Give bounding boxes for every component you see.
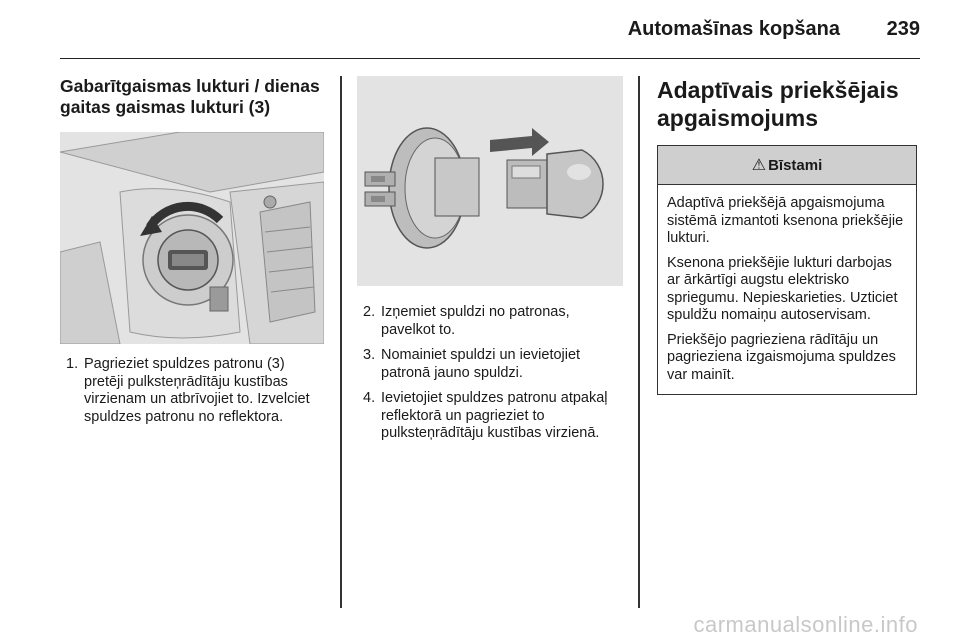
column-3 — [657, 76, 919, 395]
list-item: 2. Izņemiet spuldzi no patronas, pavelkot to. — [363, 304, 570, 338]
page-number: 239 — [886, 18, 920, 40]
step-list — [357, 304, 623, 443]
column-2 — [357, 76, 623, 451]
warning-paragraph: Ksenona priekšējie lukturi darbojas ar ārkārtīgi augstu elektrisko spriegumu. Nepieskarieties. Uzticiet spuldžu nomaiņu autoservisam. — [667, 254, 898, 323]
warning-body — [658, 185, 916, 394]
list-item: 1. Pagrieziet spuldzes patronu (3) pretēji pulksteņrādītāju kustības virzienam un atbrīvojiet to. Izvelciet spuldzes patronu no reflektora. — [66, 356, 310, 425]
section-heading: Adaptīvais priekšējais apgaismojums — [657, 77, 899, 131]
step-list — [60, 356, 324, 426]
page-title: Automašīnas kopšana — [627, 18, 840, 40]
bulb-removal-illustration — [357, 76, 623, 286]
page-header — [60, 0, 920, 59]
warning-triangle-icon: ⚠ — [751, 157, 767, 174]
column-divider — [340, 76, 342, 608]
warning-paragraph: Priekšējo pagrieziena rādītāju un pagrieziena izgaismojuma spuldzes var mainīt. — [667, 331, 896, 383]
headlight-bulb-holder-illustration — [60, 132, 324, 344]
warning-header — [658, 146, 916, 185]
section-heading: Gabarītgaismas lukturi / dienas gaitas gaismas lukturi (3) — [60, 76, 320, 117]
column-divider — [638, 76, 640, 608]
watermark: carmanualsonline.info — [693, 612, 918, 637]
column-1 — [60, 76, 324, 434]
list-item: 3. Nomainiet spuldzi un ievietojiet patronā jauno spuldzi. — [363, 347, 581, 381]
warning-paragraph: Adaptīvā priekšējā apgaismojuma sistēmā izmantoti ksenona priekšējie lukturi. — [667, 195, 904, 246]
warning-box — [657, 145, 917, 395]
list-item: 4. Ievietojiet spuldzes patronu atpakaļ reflektorā un pagrieziet to pulksteņrādītāju kustības virzienā. — [363, 390, 608, 441]
warning-title: Bīstami — [768, 156, 823, 174]
